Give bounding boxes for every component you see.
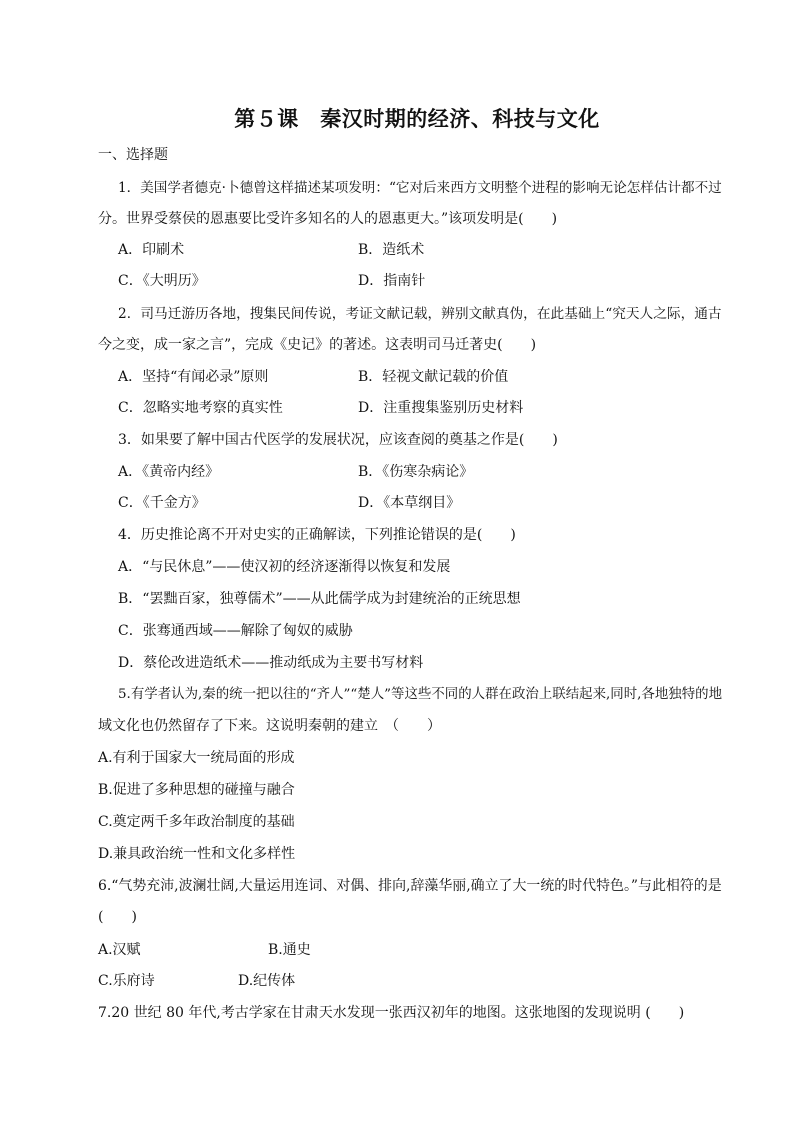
question-7-line-1: 7.20 世纪 80 年代,考古学家在甘肃天水发现一张西汉初年的地图。这张地图的发现说明 ( ): [98, 1005, 685, 1021]
question-2-line-1: 2．司马迁游历各地，搜集民间传说，考证文献记载，辨别文献真伪，在此基础上“究天人之际，通古: [118, 306, 722, 322]
question-5-line-1: 5.有学者认为,秦的统一把以往的“齐人”“楚人”等这些不同的人群在政治上联结起来,同时,各地独特的地: [118, 687, 723, 702]
q6-option-a: A.汉赋: [98, 942, 141, 958]
question-2-line-2: 今之变，成一家之言”，完成《史记》的著述。这表明司马迁著史( ): [98, 337, 537, 353]
q2-option-b: B．轻视文献记载的价值: [358, 369, 509, 385]
q1-option-d: D．指南针: [358, 273, 426, 289]
q2-option-c: C．忽略实地考察的真实性: [118, 400, 283, 416]
q4-option-d: D．蔡伦改进造纸术——推动纸成为主要书写材料: [118, 655, 424, 671]
q4-option-b: B．“罢黜百家，独尊儒术”——从此儒学成为封建统治的正统思想: [118, 591, 521, 607]
question-1-line-1: 1．美国学者德克·卜德曾这样描述某项发明：“它对后来西方文明整个进程的影响无论怎样估计都不过: [118, 180, 722, 196]
section-heading: 一、选择题: [98, 147, 168, 163]
q1-option-c: C．《大明历》: [118, 273, 206, 289]
q4-option-c: C．张骞通西域——解除了匈奴的威胁: [118, 623, 353, 639]
q5-option-a: A.有利于国家大一统局面的形成: [98, 750, 295, 766]
lesson-title: 第５课 秦汉时期的经济、科技与文化: [234, 106, 600, 131]
q6-option-d: D.纪传体: [238, 973, 296, 989]
question-5-line-2: 域文化也仍然留存了下来。这说明秦朝的建立 （ ）: [98, 718, 441, 734]
q3-option-c: C．《千金方》: [118, 495, 206, 511]
q2-option-a: A．坚持“有闻必录”原则: [118, 369, 269, 385]
q1-option-a: A．印刷术: [118, 242, 185, 258]
q5-option-b: B.促进了多种思想的碰撞与融合: [98, 782, 295, 798]
q5-option-d: D.兼具政治统一性和文化多样性: [98, 846, 296, 862]
q5-option-c: C.奠定两千多年政治制度的基础: [98, 814, 295, 830]
question-6-line-2: ( ): [98, 909, 137, 925]
question-1-line-2: 分。世界受蔡侯的恩惠要比受许多知名的人的恩惠更大。”该项发明是( ): [98, 211, 558, 227]
q3-option-d: D．《本草纲目》: [358, 495, 461, 511]
question-6-line-1: 6.“气势充沛,波澜壮阔,大量运用连词、对偶、排向,辞藻华丽,确立了大一统的时代特色。”与此相符的是: [98, 878, 722, 894]
q1-option-b: B．造纸术: [358, 242, 425, 258]
question-3-line-1: 3．如果要了解中国古代医学的发展状况，应该查阅的奠基之作是( ): [118, 432, 558, 448]
q3-option-b: B．《伤寒杂病论》: [358, 464, 474, 480]
q6-option-b: B.通史: [268, 942, 311, 958]
q6-option-c: C.乐府诗: [98, 973, 155, 989]
q4-option-a: A．“与民休息”——使汉初的经济逐渐得以恢复和发展: [118, 559, 451, 575]
q3-option-a: A．《黄帝内经》: [118, 464, 220, 480]
q2-option-d: D．注重搜集鉴别历史材料: [358, 400, 524, 416]
question-4-line-1: 4．历史推论离不开对史实的正确解读，下列推论错误的是( ): [118, 527, 516, 543]
